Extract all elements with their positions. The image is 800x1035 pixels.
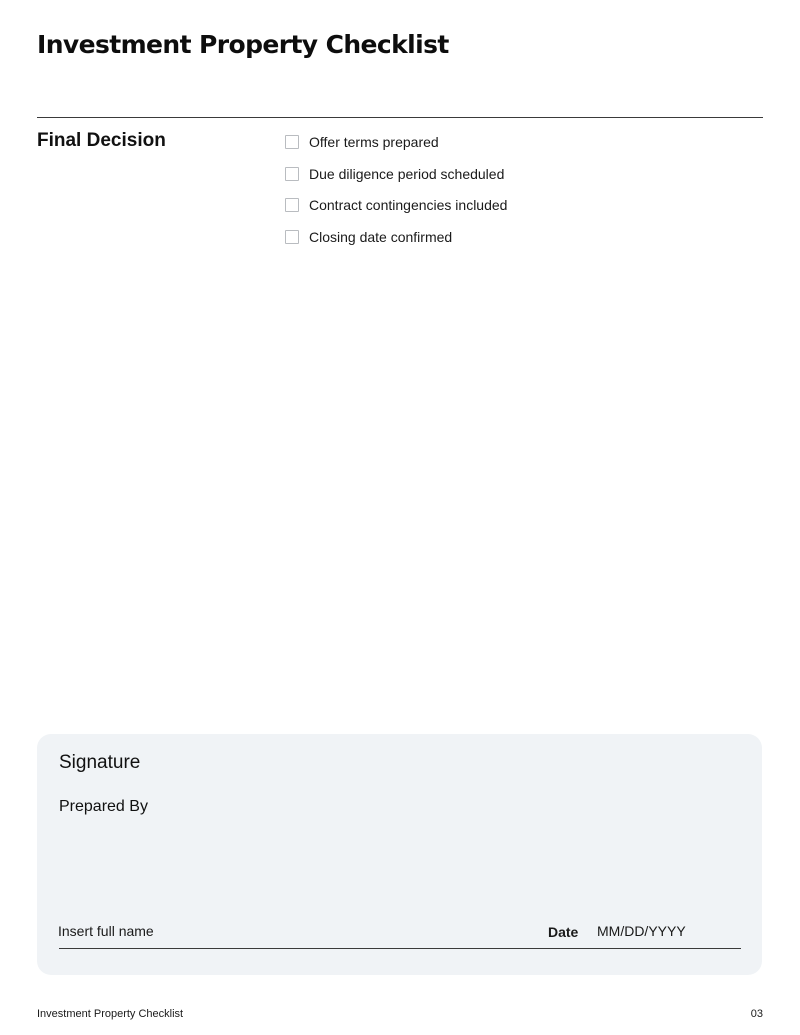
date-label: Date [548, 924, 579, 940]
checklist-item[interactable] [285, 194, 507, 226]
footer-title: Investment Property Checklist [37, 1008, 184, 1020]
signature-card [37, 734, 762, 975]
checklist-item-label: Offer terms prepared [309, 134, 439, 151]
checklist-item[interactable] [285, 163, 507, 195]
page-number: 03 [750, 1008, 763, 1020]
checklist-item-label: Contract contingencies included [309, 197, 508, 214]
checklist-item[interactable] [285, 226, 507, 258]
checklist-item[interactable] [285, 131, 507, 163]
checkbox[interactable] [285, 135, 299, 149]
page-title: Investment Property Checklist [37, 30, 449, 59]
date-field[interactable]: MM/DD/YYYY [597, 923, 686, 939]
checklist [285, 131, 507, 257]
checklist-item-label: Closing date confirmed [309, 228, 453, 245]
signature-title: Signature [59, 752, 141, 773]
section-divider [37, 117, 763, 118]
checkbox[interactable] [285, 167, 299, 181]
full-name-field[interactable]: Insert full name [58, 923, 154, 939]
signature-line [59, 948, 741, 949]
section-title: Final Decision [37, 130, 166, 151]
checklist-item-label: Due diligence period scheduled [309, 165, 505, 182]
checkbox[interactable] [285, 198, 299, 212]
checkbox[interactable] [285, 230, 299, 244]
prepared-by-label: Prepared By [59, 798, 148, 815]
